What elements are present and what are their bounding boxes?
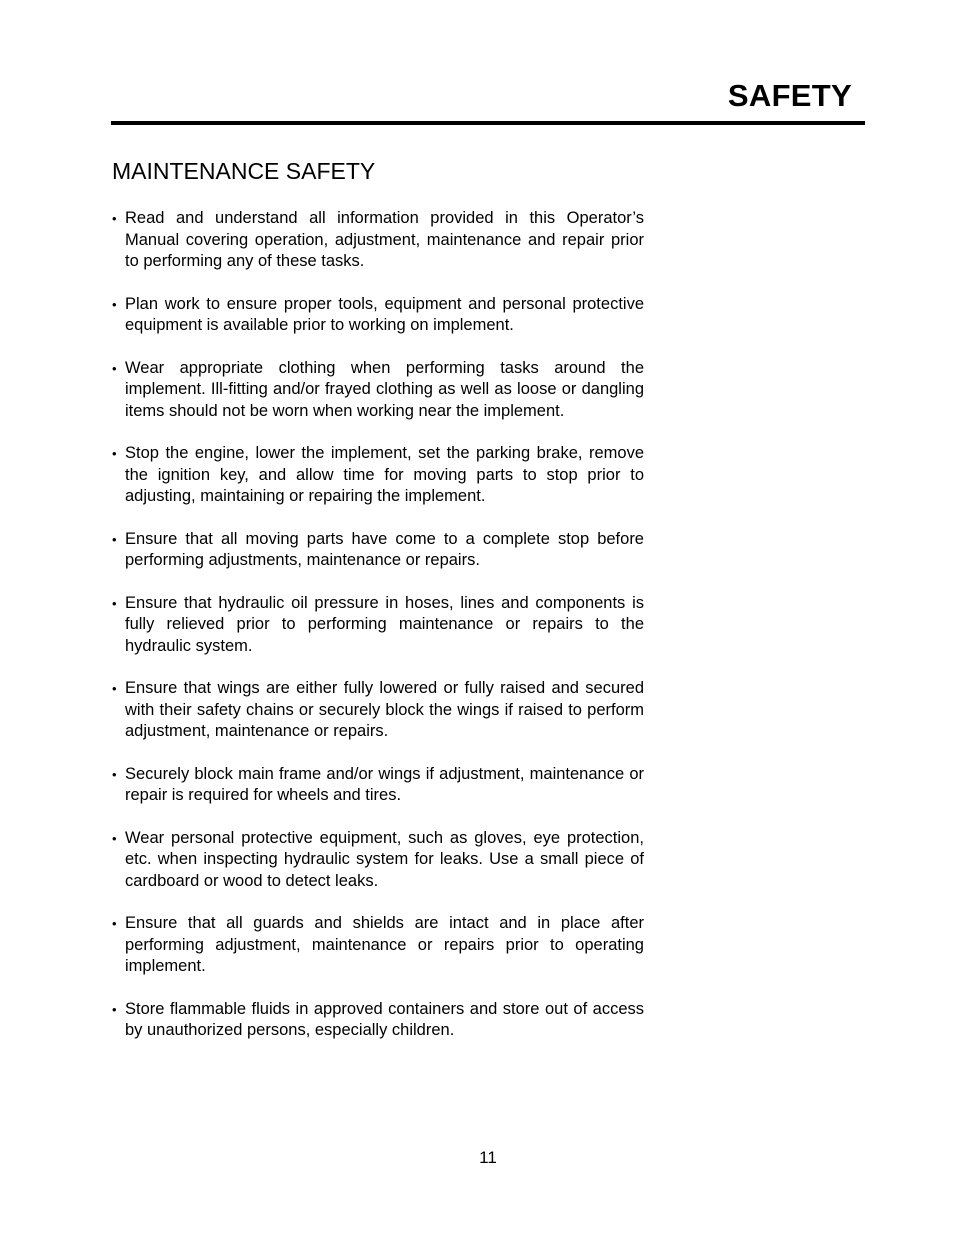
list-item [112, 593, 644, 658]
bullet-icon: • [112, 446, 117, 461]
list-item-text: Ensure that wings are either fully lowered or fully raised and secured with their safety chains or securely block the wings if raised to perform adjustment, maintenance or repairs. [125, 679, 644, 740]
bullet-icon: • [112, 766, 117, 782]
list-item [112, 443, 644, 508]
bullet-icon: • [112, 595, 117, 611]
list-item [112, 358, 644, 423]
list-item-text: Read and understand all information provided in this Operator’s Manual covering operation, adjustment, maintenance and repair prior to performing any of these tasks. [125, 209, 644, 270]
list-item [112, 678, 644, 743]
bullet-icon: • [112, 830, 117, 846]
list-item [112, 529, 644, 572]
list-item-text: Plan work to ensure proper tools, equipment and personal protective equipment is available prior to working on implement. [125, 294, 644, 334]
list-item [112, 208, 644, 273]
list-item-text: Ensure that all guards and shields are intact and in place after performing adjustment, maintenance or repairs prior to operating implement. [125, 914, 644, 975]
list-item-text: Ensure that all moving parts have come to a complete stop before performing adjustments, maintenance or repairs. [125, 529, 644, 569]
bullet-icon: • [112, 296, 117, 312]
list-item-text: Wear appropriate clothing when performing tasks around the implement. Ill-fitting and/or frayed clothing as well as loose or dangling items should not be worn when working near the implement. [125, 358, 644, 420]
list-item-text: Securely block main frame and/or wings if adjustment, maintenance or repair is required for wheels and tires. [125, 764, 644, 804]
header-divider [111, 121, 865, 125]
page-header-title: SAFETY [727, 78, 852, 113]
bullet-icon: • [112, 916, 117, 931]
bullet-icon: • [112, 1001, 117, 1017]
list-item [112, 828, 644, 893]
section-title: MAINTENANCE SAFETY [112, 158, 376, 184]
maintenance-safety-list [112, 208, 644, 1063]
list-item-text: Stop the engine, lower the implement, set the parking brake, remove the ignition key, and allow time for moving parts to stop prior to adjusting, maintaining or repairing the implement. [125, 444, 644, 505]
page-number: 11 [479, 1148, 497, 1167]
list-item [112, 913, 644, 978]
list-item-text: Ensure that hydraulic oil pressure in hoses, lines and components is fully relieved prior to performing maintenance or repairs to the hydraulic system. [125, 593, 644, 655]
bullet-icon: • [112, 211, 117, 226]
list-item [112, 999, 644, 1042]
bullet-icon: • [112, 360, 117, 376]
list-item [112, 764, 644, 807]
list-item-text: Store flammable fluids in approved containers and store out of access by unauthorized persons, especially children. [125, 999, 644, 1039]
list-item-text: Wear personal protective equipment, such as gloves, eye protection, etc. when inspecting hydraulic system for leaks. Use a small piece of cardboard or wood to detect leaks. [125, 828, 644, 890]
bullet-icon: • [112, 681, 117, 696]
bullet-icon: • [112, 531, 117, 547]
list-item [112, 294, 644, 337]
